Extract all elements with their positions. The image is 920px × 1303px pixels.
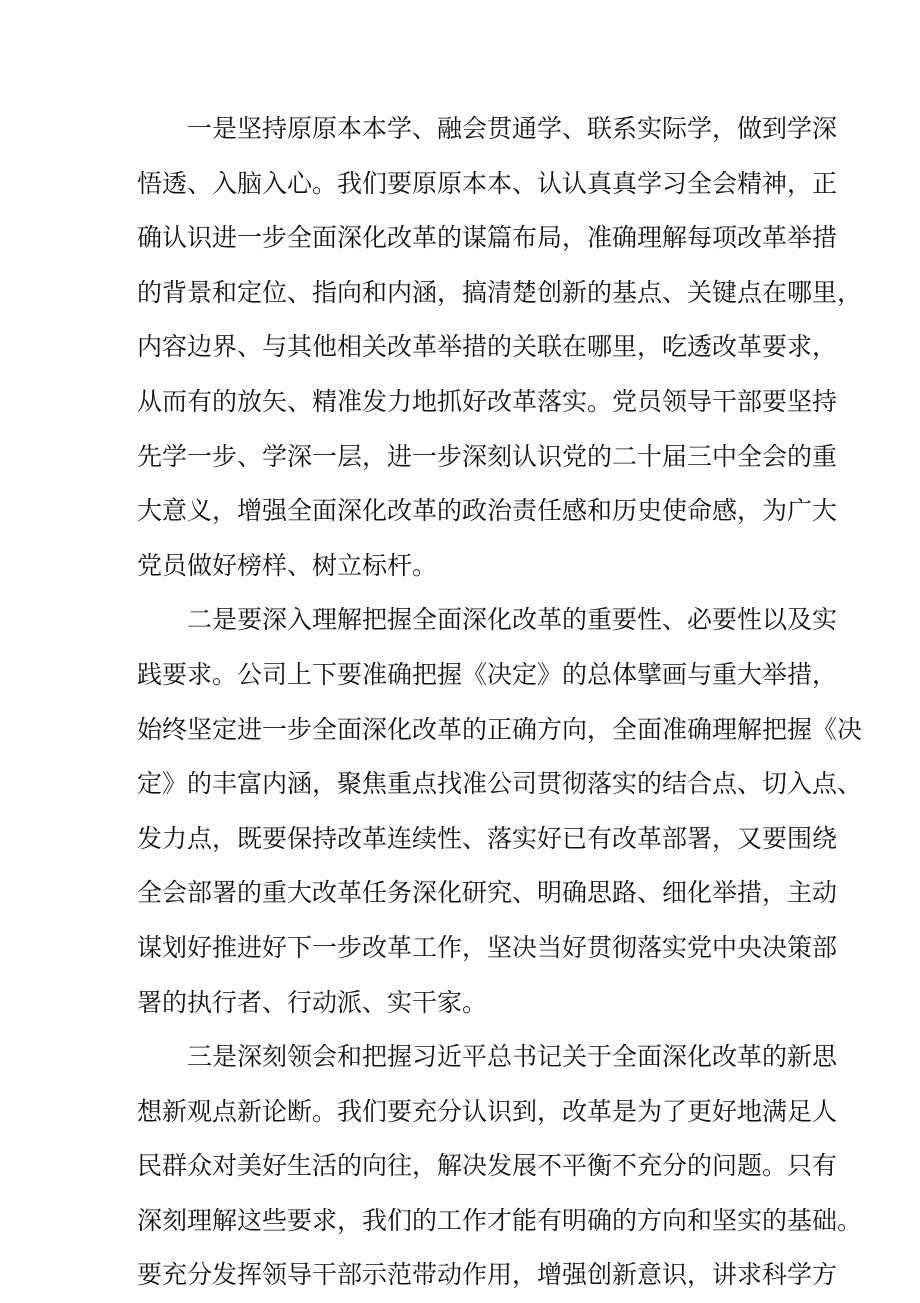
text-line: 大意义，增强全面深化改革的政治责任感和历史使命感，为广大 [137,496,838,526]
text-line: 始终坚定进一步全面深化改革的正确方向，全面准确理解把握《决 [137,714,863,744]
text-line: 二是要深入理解把握全面深化改革的重要性、必要性以及实 [187,605,838,635]
text-line: 践要求。公司上下要准确把握《决定》的总体擘画与重大举措， [137,659,838,689]
text-line: 确认识进一步全面深化改革的谋篇布局，准确理解每项改革举措 [137,223,838,253]
text-line: 党员做好榜样、树立标杆。 [137,550,438,580]
text-line: 先学一步、学深一层，进一步深刻认识党的二十届三中全会的重 [137,441,838,471]
text-line: 从而有的放矢、精准发力地抓好改革落实。党员领导干部要坚持 [137,386,838,416]
text-line: 发力点，既要保持改革连续性、落实好已有改革部署，又要围绕 [137,823,838,853]
text-line: 想新观点新论断。我们要充分认识到，改革是为了更好地满足人 [137,1096,838,1126]
document-body [137,102,863,1303]
text-line: 定》的丰富内涵，聚焦重点找准公司贯彻落实的结合点、切入点、 [137,769,863,799]
text-line: 深刻理解这些要求，我们的工作才能有明确的方向和坚实的基础。 [137,1205,863,1235]
text-line: 三是深刻领会和把握习近平总书记关于全面深化改革的新思 [187,1042,838,1072]
text-line: 全会部署的重大改革任务深化研究、明确思路、细化举措，主动 [137,878,838,908]
text-line: 谋划好推进好下一步改革工作，坚决当好贯彻落实党中央决策部 [137,932,838,962]
paragraph-3 [137,1030,863,1303]
text-line: 要充分发挥领导干部示范带动作用，增强创新意识，讲求科学方 [137,1260,838,1290]
paragraph-2 [137,593,863,1030]
text-line: 的背景和定位、指向和内涵，搞清楚创新的基点、关键点在哪里， [137,277,863,307]
paragraph-1 [137,102,863,593]
text-line: 一是坚持原原本本学、融会贯通学、联系实际学，做到学深 [187,114,838,143]
text-line: 署的执行者、行动派、实干家。 [137,987,488,1017]
text-line: 内容边界、与其他相关改革举措的关联在哪里，吃透改革要求， [137,332,838,362]
text-line: 民群众对美好生活的向往，解决发展不平衡不充分的问题。只有 [137,1151,838,1181]
text-line: 悟透、入脑入心。我们要原原本本、认认真真学习全会精神，正 [137,168,838,198]
